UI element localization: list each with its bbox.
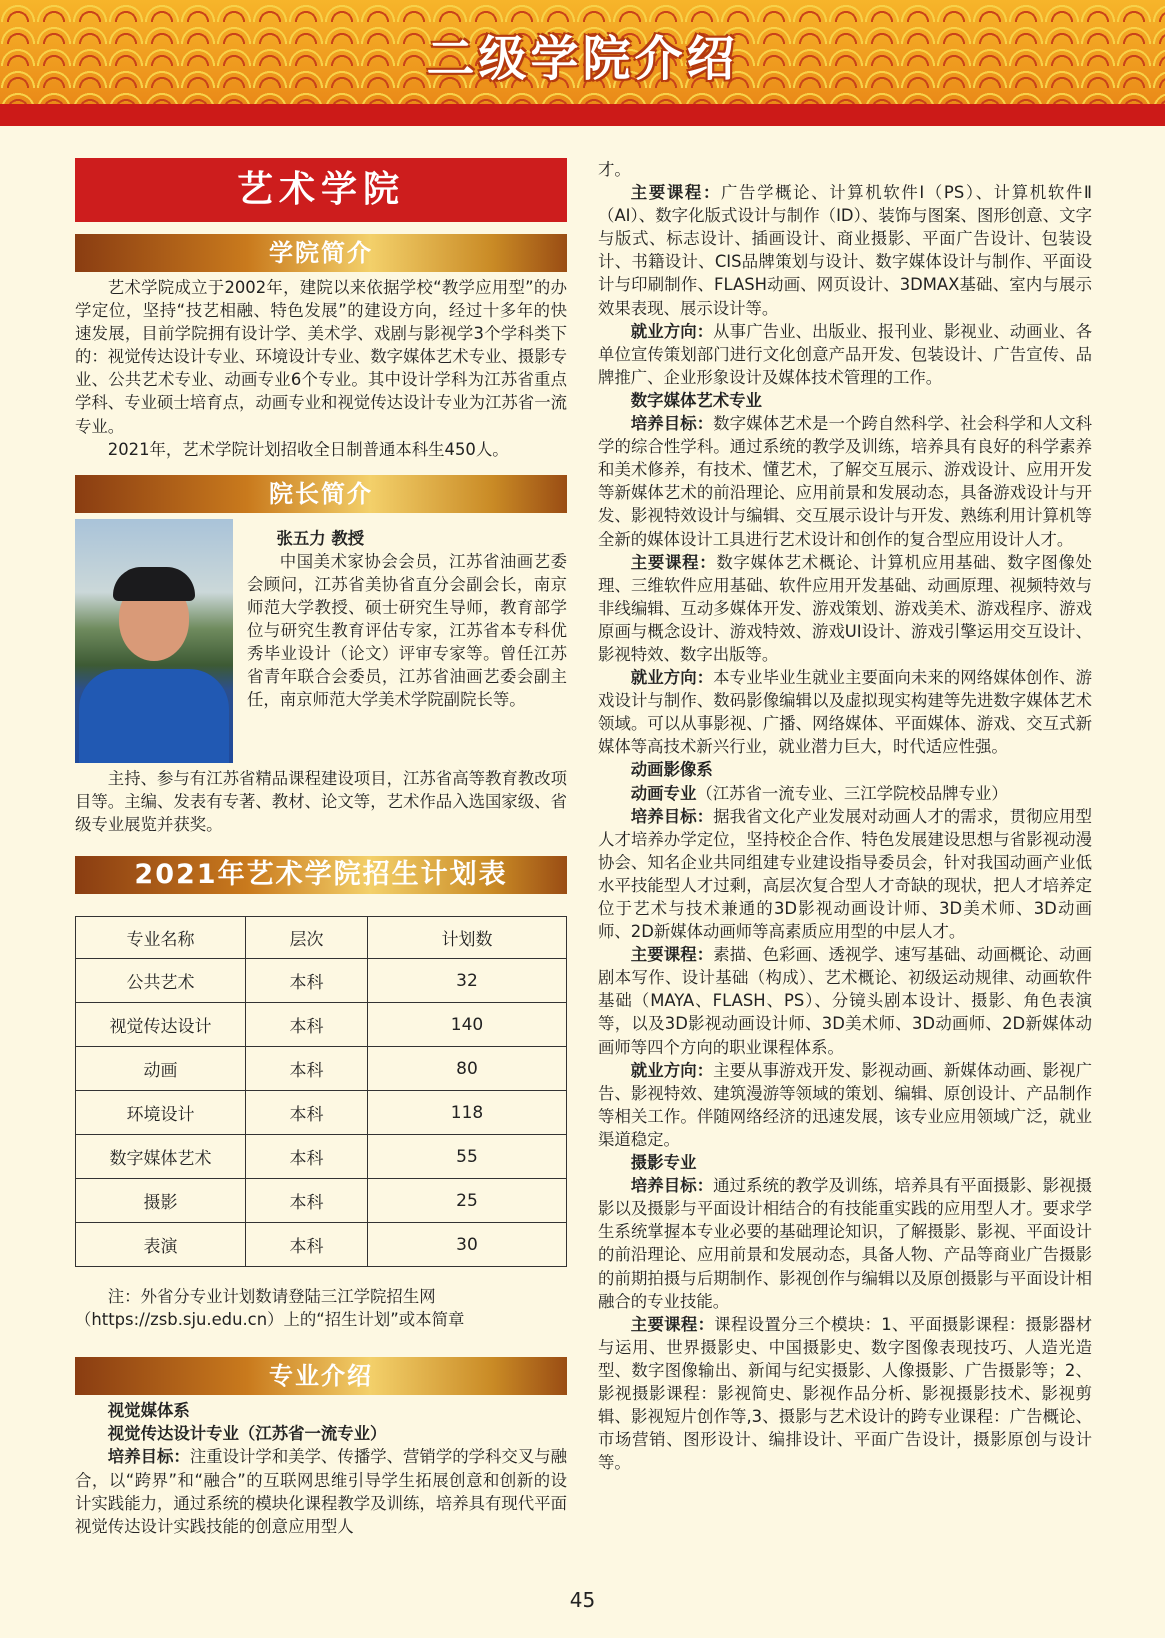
course-text: 数字媒体艺术概论、计算机应用基础、数字图像处理、三维软件应用基础、软件应用开发基础、动画原理、视频特效与非线编辑、互动多媒体开发、游戏策划、游戏美术、游戏程序、游戏原画与概念设计、游戏特效、游戏UI设计、游戏引擎运用交互设计、影视特效、数字出版等。 xyxy=(598,552,1093,664)
table-header-cell: 层次 xyxy=(246,917,368,959)
enrollment-plan-table xyxy=(75,916,567,1267)
table-row xyxy=(76,1003,567,1047)
major-ph-courses xyxy=(598,1313,1092,1475)
job-label: 就业方向： xyxy=(630,1060,714,1080)
dean-profile xyxy=(75,519,567,767)
intro-enrollment: 2021年，艺术学院计划招收全日制普通本科生450人。 xyxy=(107,439,509,459)
course-label: 主要课程： xyxy=(630,1314,715,1334)
major-animation-name: 动画专业 xyxy=(630,783,697,803)
job-text: 从事广告业、出版业、报刊业、影视业、动画业、各单位宣传策划部门进行文化创意产品开发、包装设计、广告宣传、品牌推广、企业形象设计及媒体技术管理的工作。 xyxy=(598,321,1093,387)
goal-tail: 才。 xyxy=(598,160,631,179)
table-cell: 环境设计 xyxy=(76,1091,246,1135)
major-ph-goal xyxy=(598,1174,1092,1313)
major-vc-courses xyxy=(598,181,1092,320)
table-row xyxy=(76,959,567,1003)
table-cell: 本科 xyxy=(246,1179,368,1223)
goal-text: 通过系统的教学及训练，培养具有平面摄影、影视摄影以及摄影与平面设计相结合的有技能重实践的应用型人才。要求学生系统掌握本专业必要的基础理论知识，了解摄影、影视、平面设计的前沿理论、应用前景和发展动态，具备人物、产品等商业广告摄影的前期拍摄与后期制作、影视创作与编辑以及原创摄影与平面设计相融合的专业技能。 xyxy=(598,1176,1093,1311)
major-visual-communication: 视觉传达设计专业（江苏省一流专业） xyxy=(107,1424,387,1444)
major-dm-goal xyxy=(598,412,1092,551)
table-cell: 动画 xyxy=(76,1047,246,1091)
goal-text: 数字媒体艺术是一个跨自然科学、社会科学和人文科学的综合性学科。通过系统的教学及训练，培养具有良好的科学素养和美术修养，有技术、懂艺术，了解交互展示、游戏设计、应用开发等新媒体艺术的前沿理论、应用前景和发展动态，具备游戏设计与开发、影视特效设计与编辑、交互展示设计与开发、熟练利用计算机等全新的媒体设计工具进行艺术设计和创作的复合型应用设计人才。 xyxy=(598,414,1093,549)
table-cell: 25 xyxy=(368,1179,567,1223)
job-label: 就业方向： xyxy=(630,668,714,688)
table-row xyxy=(76,1135,567,1179)
dean-bio: 中国美术家协会会员，江苏省油画艺委会顾问，江苏省美协省直分会副会长，南京师范大学教授、硕士研究生导师，教育部学位与研究生教育评估专家，江苏省本专科优秀毕业设计（论文）评审专家等。曾任江苏省青年联合会委员，江苏省油画艺委会副主任，南京师范大学美术学院副院长等。 xyxy=(247,551,567,710)
goal-label: 培养目标： xyxy=(107,1447,190,1467)
table-row xyxy=(76,1091,567,1135)
dean-photo xyxy=(75,519,233,763)
table-header-row xyxy=(76,917,567,959)
intro-paragraph: 艺术学院成立于2002年，建院以来依据学校“教学应用型”的办学定位，坚持“技艺相融、特色发展”的建设方向，经过十多年的快速发展，目前学院拥有设计学、美术学、戏剧与影视学3个学科类下的：视觉传达设计专业、环境设计专业、数字媒体艺术专业、摄影专业、公共艺术专业、动画专业6个专业。其中设计学科为江苏省重点学科、专业硕士培育点，动画专业和视觉传达设计专业为江苏省一流专业。 xyxy=(75,278,567,436)
course-text: 课程设置分三个模块：1、平面摄影课程：摄影器材与运用、世界摄影史、中国摄影史、数字图像表现技巧、人造光造型、数字图像输出、新闻与纪实摄影、人像摄影、广告摄影等；2、影视摄影课程：影视简史、影视作品分析、影视摄影技术、影视剪辑、影视短片创作等,3、摄影与艺术设计的跨专业课程：广告概论、市场营销、图形设计、编排设计、平面广告设计，摄影原创与设计等。 xyxy=(598,1314,1092,1473)
goal-label: 培养目标： xyxy=(630,806,714,826)
section-plan-title: 2021年艺术学院招生计划表 xyxy=(75,856,567,894)
major-an-jobs xyxy=(598,1059,1092,1151)
major-dm-jobs xyxy=(598,666,1092,758)
job-label: 就业方向： xyxy=(630,321,714,341)
table-cell: 80 xyxy=(368,1047,567,1091)
page-title: 二级学院介绍 xyxy=(426,31,739,87)
major-photography: 摄影专业 xyxy=(630,1153,697,1173)
table-row xyxy=(76,1047,567,1091)
table-cell: 公共艺术 xyxy=(76,959,246,1003)
goal-text: 注重设计学和美学、传播学、营销学的学科交叉与融合，以“跨界”和“融合”的互联网思维引导学生拓展创意和创新的设计实践能力，通过系统的模块化课程教学及训练，培养具有现代平面视觉传达设计实践技能的创意应用型人 xyxy=(75,1447,568,1536)
table-cell: 本科 xyxy=(246,1091,368,1135)
table-cell: 30 xyxy=(368,1223,567,1267)
table-cell: 本科 xyxy=(246,1135,368,1179)
section-major-title: 专业介绍 xyxy=(75,1357,567,1395)
table-cell: 视觉传达设计 xyxy=(76,1003,246,1047)
major-animation-note: （江苏省一流专业、三江学院校品牌专业） xyxy=(696,783,1008,803)
major-animation xyxy=(598,782,1092,805)
table-cell: 本科 xyxy=(246,959,368,1003)
goal-label: 培养目标： xyxy=(630,1176,714,1196)
major-digital-media: 数字媒体艺术专业 xyxy=(630,390,762,410)
course-label: 主要课程： xyxy=(630,945,714,965)
course-text: 素描、色彩画、透视学、速写基础、动画概论、动画剧本写作、设计基础（构成）、艺术概论、初级运动规律、动画软件基础（MAYA、FLASH、PS）、分镜头剧本设计、摄影、角色表演等，以及3D影视动画设计师、3D美术师、3D动画师、2D新媒体动画师等四个方向的职业课程体系。 xyxy=(598,945,1093,1057)
major-vc-goal xyxy=(75,1445,567,1537)
dept-animation: 动画影像系 xyxy=(630,760,713,780)
job-text: 本专业毕业生就业主要面向未来的网络媒体创作、游戏设计与制作、数码影像编辑以及虚拟现实构建等先进数字媒体艺术领域。可以从事影视、广播、网络媒体、平面媒体、游戏、交互式新媒体等高技术新兴行业，就业潜力巨大，时代适应性强。 xyxy=(598,668,1093,757)
dean-achievements: 主持、参与有江苏省精品课程建设项目，江苏省高等教育教改项目等。主编、发表有专著、教材、论文等，艺术作品入选国家级、省级专业展览并获奖。 xyxy=(75,768,567,834)
table-cell: 本科 xyxy=(246,1003,368,1047)
table-cell: 数字媒体艺术 xyxy=(76,1135,246,1179)
course-text: 广告学概论、计算机软件Ⅰ（PS）、计算机软件Ⅱ（AI）、数字化版式设计与制作（ID）、装饰与图案、图形创意、文字与版式、标志设计、插画设计、商业摄影、平面广告设计、包装设计、书籍设计、CIS品牌策划与设计、数字媒体设计与制作、平面设计与印刷制作、FLASH动画、网页设计、3DMAX基础、室内与展示效果表现、展示设计等。 xyxy=(598,183,1093,318)
table-cell: 摄影 xyxy=(76,1179,246,1223)
right-column xyxy=(598,158,1092,1474)
table-row xyxy=(76,1223,567,1267)
major-an-courses xyxy=(598,943,1092,1058)
goal-label: 培养目标： xyxy=(630,414,714,434)
major-dm-courses xyxy=(598,551,1092,666)
table-cell: 32 xyxy=(368,959,567,1003)
major-vc-jobs xyxy=(598,320,1092,389)
page-header-stripe xyxy=(0,104,1165,126)
college-title: 艺术学院 xyxy=(75,158,567,222)
table-row xyxy=(76,1179,567,1223)
page-number: 45 xyxy=(569,1588,596,1612)
section-intro-title: 学院简介 xyxy=(75,234,567,272)
major-an-goal xyxy=(598,805,1092,944)
table-header-cell: 计划数 xyxy=(368,917,567,959)
table-header-cell: 专业名称 xyxy=(76,917,246,959)
dept-visual-media: 视觉媒体系 xyxy=(107,1401,190,1421)
course-label: 主要课程： xyxy=(630,552,717,572)
table-cell: 本科 xyxy=(246,1223,368,1267)
table-cell: 表演 xyxy=(76,1223,246,1267)
dean-name: 张五力 教授 xyxy=(276,528,365,548)
goal-text: 据我省文化产业发展对动画人才的需求，贯彻应用型人才培养办学定位，坚持校企合作、特色发展建设思想与省影视动漫协会、知名企业共同组建专业建设指导委员会，针对我国动画产业低水平技能型人才过剩，高层次复合型人才奇缺的现状，把人才培养定位于艺术与技术兼通的3D影视动画设计师、3D美术师、3D动画师、2D新媒体动画师等高素质应用型的中层人才。 xyxy=(598,806,1093,942)
table-cell: 本科 xyxy=(246,1047,368,1091)
section-dean-title: 院长简介 xyxy=(75,475,567,513)
table-cell: 118 xyxy=(368,1091,567,1135)
table-cell: 55 xyxy=(368,1135,567,1179)
left-column xyxy=(75,158,567,1538)
plan-note: 注：外省分专业计划数请登陆三江学院招生网（https://zsb.sju.edu.cn）上的“招生计划”或本简章 xyxy=(75,1287,465,1330)
course-label: 主要课程： xyxy=(630,183,721,203)
table-cell: 140 xyxy=(368,1003,567,1047)
job-text: 主要从事游戏开发、影视动画、新媒体动画、影视广告、影视特效、建筑漫游等领域的策划、编辑、原创设计、产品制作等相关工作。伴随网络经济的迅速发展，该专业应用领域广泛，就业渠道稳定。 xyxy=(598,1060,1093,1149)
